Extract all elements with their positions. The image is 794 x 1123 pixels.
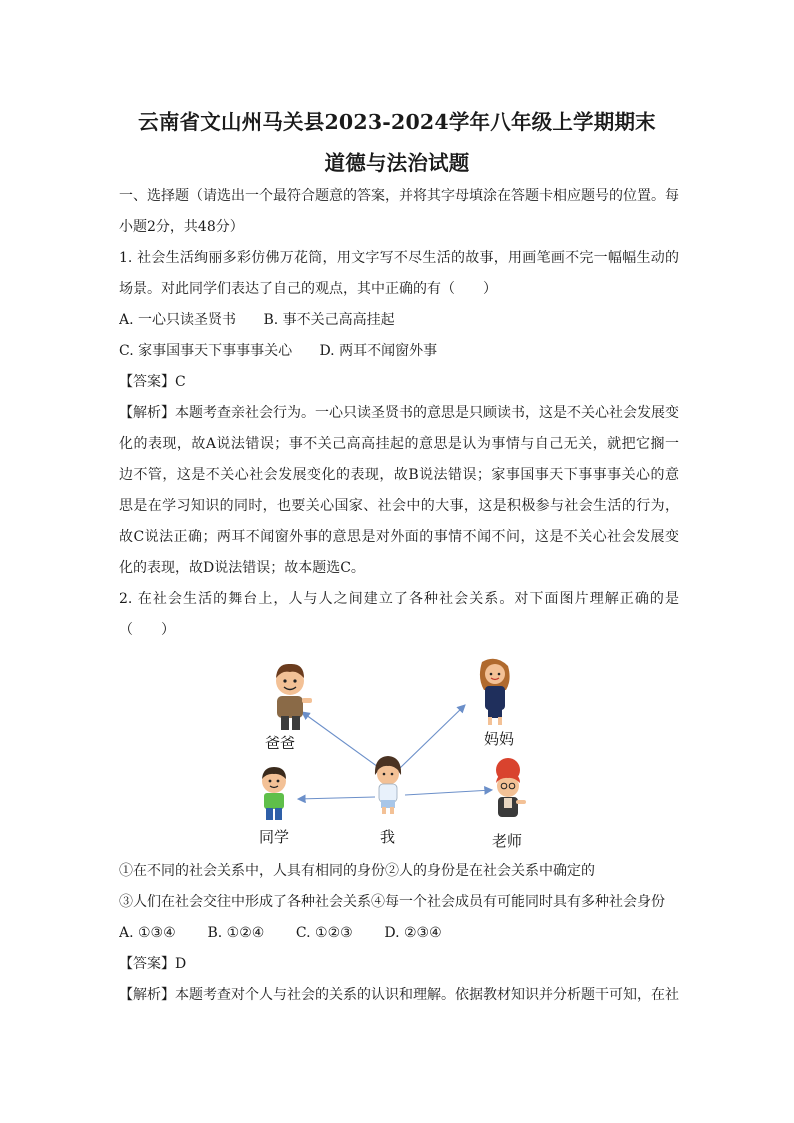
teacher-figure-icon xyxy=(496,758,526,817)
q1-stem-line-2: 场景。对此同学们表达了自己的观点，其中正确的有（ ） xyxy=(119,281,497,297)
q1-analysis-line-1: 【解析】本题考查亲社会行为。一心只读圣贤书的意思是只顾读书，这是不关心社会发展变 xyxy=(119,405,679,421)
q1-options-row-2 xyxy=(119,342,679,360)
q1-stem-line-1: 1. 社会生活绚丽多彩仿佛万花筒，用文字写不尽生活的故事，用画笔画不完一幅幅生动的 xyxy=(119,250,679,266)
q2-option-d: D. ②③④ xyxy=(384,925,442,941)
q2-statement-line-2: ③人们在社会交往中形成了各种社会关系④每一个社会成员有可能同时具有多种社会身份 xyxy=(119,894,665,910)
section-instruction-line-1: 一、选择题（请选出一个最符合题意的答案，并将其字母填涂在答题卡相应题号的位置。每 xyxy=(119,188,679,204)
title-line-1: 云南省文山州马关县2023-2024学年八年级上学期期末 xyxy=(138,110,656,134)
q2-statement-line-1: ①在不同的社会关系中，人具有相同的身份②人的身份是在社会关系中确定的 xyxy=(119,863,595,879)
social-relationship-figure xyxy=(250,650,550,860)
q1-analysis-line-2: 化的表现，故A说法错误；事不关己高高挂起的意思是认为事情与自己无关，就把它搁一 xyxy=(119,436,679,452)
q2-option-c: C. ①②③ xyxy=(295,925,353,941)
q2-option-a: A. ①③④ xyxy=(119,925,176,941)
label-teacher: 老师 xyxy=(492,832,523,850)
q1-analysis-line-4: 思是在学习知识的同时，也要关心国家、社会中的大事，这是积极参与社会生活的行为， xyxy=(119,498,679,514)
q1-analysis-line-3: 边不管，这是不关心社会发展变化的表现，故B说法错误；家事国事天下事事事关心的意 xyxy=(119,467,679,483)
classmate-figure-icon xyxy=(262,767,286,820)
arrow-to-mom xyxy=(400,705,465,768)
q2-options-row xyxy=(119,924,679,942)
relationship-diagram xyxy=(250,650,550,860)
arrow-to-dad xyxy=(302,712,385,772)
q1-analysis-line-6: 化的表现，故D说法错误；故本题选C。 xyxy=(119,560,365,576)
me-figure-icon xyxy=(375,756,401,814)
q1-options-row-1 xyxy=(119,311,679,329)
mom-figure-icon xyxy=(480,659,510,725)
arrow-to-classmate xyxy=(298,797,375,799)
title-line-2: 道德与法治试题 xyxy=(324,151,470,175)
q1-option-d: D. 两耳不闻窗外事 xyxy=(319,343,438,359)
q1-analysis-line-5: 故C说法正确；两耳不闻窗外事的意思是对外面的事情不闻不问，这是不关心社会发展变 xyxy=(119,529,679,545)
arrow-to-teacher xyxy=(405,790,492,795)
label-me: 我 xyxy=(380,828,396,846)
q2-answer: 【答案】D xyxy=(119,956,187,972)
q1-option-c: C. 家事国事天下事事事关心 xyxy=(119,343,293,359)
q1-answer: 【答案】C xyxy=(119,374,186,390)
q1-option-b: B. 事不关己高高挂起 xyxy=(263,312,395,328)
q2-stem-line-2: （ ） xyxy=(119,622,175,638)
q2-stem-line-1: 2. 在社会生活的舞台上，人与人之间建立了各种社会关系。对下面图片理解正确的是 xyxy=(119,591,679,607)
section-instruction-line-2: 小题2分，共48分） xyxy=(119,219,244,235)
label-dad: 爸爸 xyxy=(265,734,296,752)
q2-option-b: B. ①②④ xyxy=(207,925,265,941)
dad-figure-icon xyxy=(276,664,312,730)
q2-analysis-line-1: 【解析】本题考查对个人与社会的关系的认识和理解。依据教材知识并分析题干可知，在社 xyxy=(119,987,679,1003)
q1-option-a: A. 一心只读圣贤书 xyxy=(119,312,237,328)
label-classmate: 同学 xyxy=(259,828,290,846)
label-mom: 妈妈 xyxy=(484,730,515,748)
